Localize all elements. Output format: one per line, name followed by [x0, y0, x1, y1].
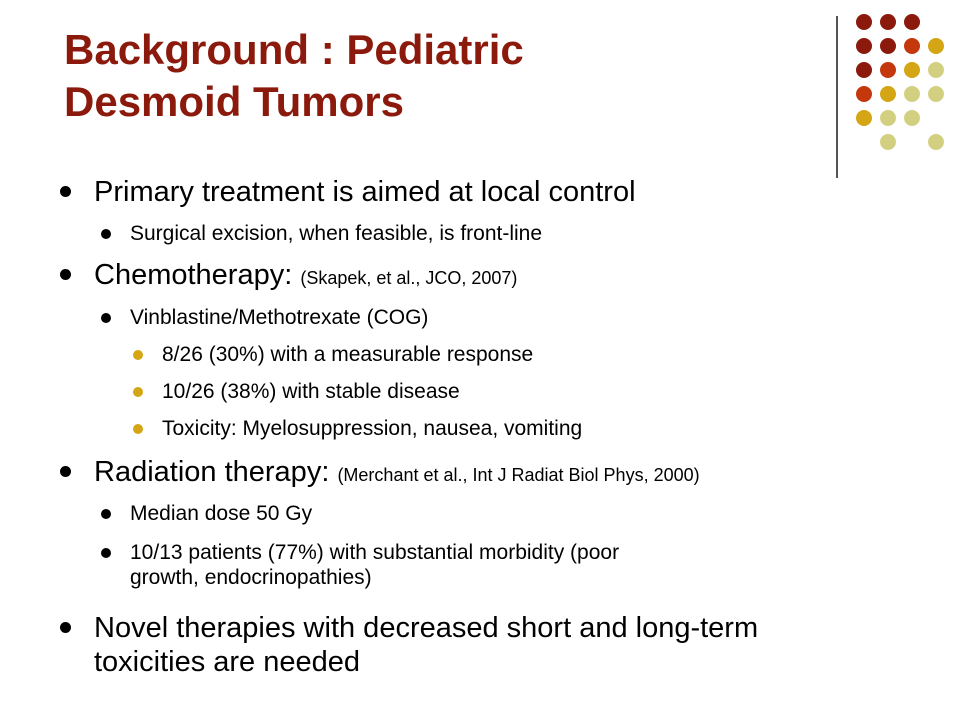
bullet-dot-icon: [133, 350, 143, 360]
bullet-text-line-1: 10/13 patients (77%) with substantial morbidity (poor: [130, 541, 620, 564]
decorative-dot-icon: [856, 110, 872, 126]
decorative-divider-line: [836, 16, 838, 178]
bullet-text-line-2: growth, endocrinopathies): [130, 566, 372, 589]
decorative-dot-icon: [904, 110, 920, 126]
slide-title-line-1: Background : Pediatric: [64, 26, 524, 73]
bullet-dot-icon: [101, 229, 111, 239]
bullet-text: Radiation therapy:: [94, 456, 338, 488]
decorative-dot-icon: [904, 86, 920, 102]
bullet-text-line-1: Novel therapies with decreased short and long-term: [94, 612, 759, 644]
decorative-dot-icon: [928, 134, 944, 150]
bullet-text: Surgical excision, when feasible, is front-line: [130, 222, 543, 245]
bullet-dot-icon: [60, 269, 71, 280]
decorative-dot-icon: [880, 110, 896, 126]
decorative-dot-icon: [880, 62, 896, 78]
citation-skapek: (Skapek, et al., JCO, 2007): [300, 268, 518, 288]
decorative-dot-icon: [856, 38, 872, 54]
bullet-text: Primary treatment is aimed at local control: [94, 176, 636, 208]
bullet-dot-icon: [60, 466, 71, 477]
slide-title: [64, 24, 804, 128]
bullet-dot-icon: [101, 548, 111, 558]
bullet-text-group: [94, 456, 700, 491]
bullet-dot-icon: [133, 387, 143, 397]
slide-title-line-2: Desmoid Tumors: [64, 78, 404, 125]
bullet-text-group: [94, 259, 517, 294]
decorative-dot-icon: [880, 38, 896, 54]
decorative-dot-icon: [928, 62, 944, 78]
bullet-dot-icon: [101, 509, 111, 519]
bullet-text: Chemotherapy:: [94, 259, 301, 291]
citation-merchant: (Merchant et al., Int J Radiat Biol Phys, 2000): [337, 465, 700, 485]
bullet-dot-icon: [101, 313, 111, 323]
bullet-dot-icon: [60, 622, 71, 633]
decorative-dot-icon: [880, 14, 896, 30]
bullet-text: Vinblastine/Methotrexate (COG): [130, 306, 429, 329]
decorative-dot-icon: [904, 62, 920, 78]
decorative-dot-icon: [880, 134, 896, 150]
decorative-dot-icon: [928, 86, 944, 102]
bullet-text: 10/26 (38%) with stable disease: [162, 380, 460, 403]
bullet-text-line-2: toxicities are needed: [94, 646, 360, 678]
decorative-dot-icon: [904, 38, 920, 54]
decorative-dot-icon: [928, 38, 944, 54]
decorative-dot-icon: [904, 14, 920, 30]
decorative-dot-icon: [880, 86, 896, 102]
decorative-dot-icon: [856, 86, 872, 102]
bullet-text: Toxicity: Myelosuppression, nausea, vomiting: [162, 417, 583, 440]
bullet-dot-icon: [133, 424, 143, 434]
decorative-dot-icon: [856, 62, 872, 78]
decorative-dot-icon: [856, 14, 872, 30]
bullet-text: 8/26 (30%) with a measurable response: [162, 343, 534, 366]
bullet-text: Median dose 50 Gy: [130, 502, 313, 525]
bullet-dot-icon: [60, 186, 71, 197]
